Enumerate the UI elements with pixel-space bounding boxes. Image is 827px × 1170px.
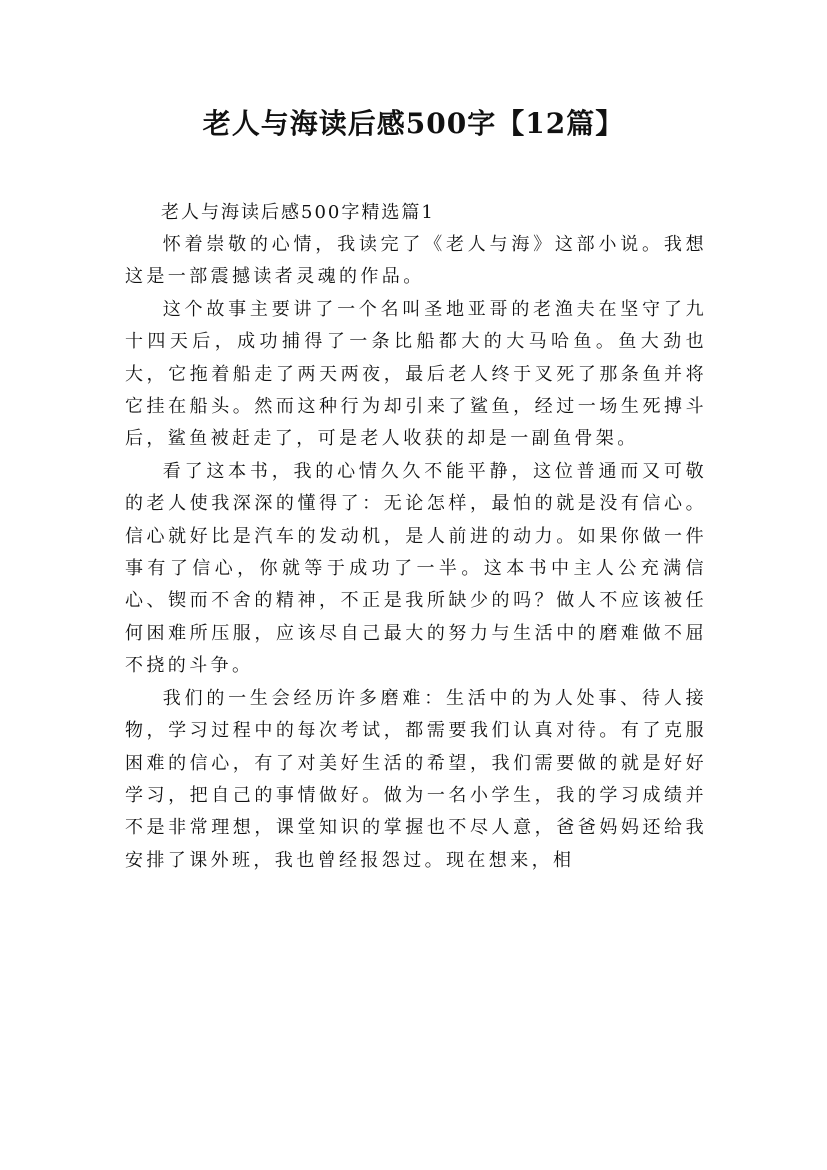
paragraph-1: 怀着崇敬的心情，我读完了《老人与海》这部小说。我想这是一部震撼读者灵魂的作品。 [125, 234, 707, 288]
document-title: 老人与海读后感500字【12篇】 [202, 107, 625, 140]
paragraph-2: 这个故事主要讲了一个名叫圣地亚哥的老渔夫在坚守了九十四天后，成功捕得了一条比船都大的大马哈鱼。鱼大劲也大，它拖着船走了两天两夜，最后老人终于叉死了那条鱼并将它挂在船头。然而这种行为却引来了鲨鱼，经过一场生死搏斗后，鲨鱼被赶走了，可是老人收获的却是一副鱼骨架。 [125, 298, 707, 450]
paragraph-3: 看了这本书，我的心情久久不能平静，这位普通而又可敬的老人使我深深的懂得了：无论怎样，最怕的就是没有信心。信心就好比是汽车的发动机，是人前进的动力。如果你做一件事有了信心，你就等于成功了一半。这本书中主人公充满信心、锲而不舍的精神，不正是我所缺少的吗？做人不应该被任何困难所压服，应该尽自己最大的努力与生活中的磨难做不屈不挠的斗争。 [125, 460, 707, 677]
document-body [125, 197, 707, 877]
paragraph-4: 我们的一生会经历许多磨难：生活中的为人处事、待人接物，学习过程中的每次考试，都需要我们认真对待。有了克服困难的信心，有了对美好生活的希望，我们需要做的就是好好学习，把自己的事情做好。做为一名小学生，我的学习成绩并不是非常理想，课堂知识的掌握也不尽人意，爸爸妈妈还给我安排了课外班，我也曾经报怨过。现在想来，相 [125, 687, 707, 871]
section-subtitle: 老人与海读后感500字精选篇1 [161, 202, 435, 223]
